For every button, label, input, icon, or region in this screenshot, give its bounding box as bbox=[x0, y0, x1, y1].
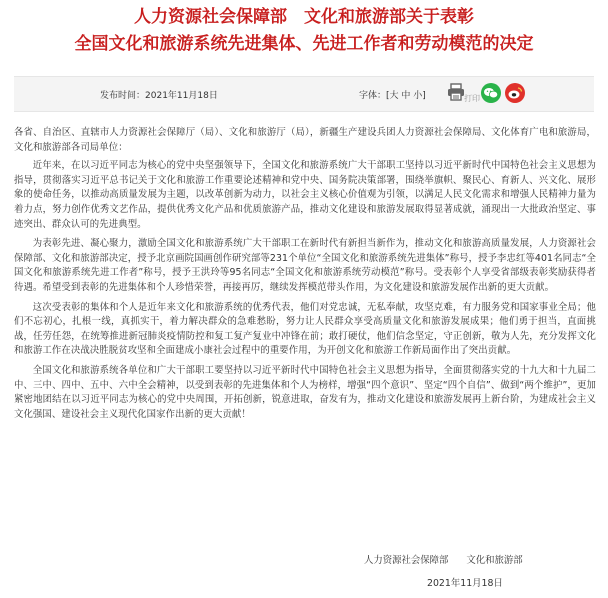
font-label: 字体： bbox=[359, 91, 387, 101]
paragraph-4: 全国文化和旅游系统各单位和广大干部职工要坚持以习近平新时代中国特色社会主义思想为指导，全面贯彻落实党的十九大和十九届二中、三中、四中、五中、六中全会精神，以受到表彰的先进集体和个人为榜样，增强“四个意识”、坚定“四个自信”、做到“两个维护”，更加紧密地团结在以习近平同志为核心的党中央周围，开拓创新，锐意进取，奋发有为，推动文化建设和旅游发展再上新台阶，为建成社会主义文化强国、建设社会主义现代化国家作出新的更大贡献！ bbox=[14, 364, 596, 420]
wechat-icon[interactable] bbox=[480, 82, 502, 104]
font-size-options[interactable]: [大 中 小] bbox=[386, 91, 426, 101]
print-label[interactable]: 打印 bbox=[464, 94, 480, 103]
signature-org-2: 文化和旅游部 bbox=[466, 555, 523, 566]
meta-bar bbox=[14, 76, 594, 112]
paragraph-2: 为表彰先进、凝心聚力，激励全国文化和旅游系统广大干部职工在新时代有新担当新作为，推动文化和旅游高质量发展，人力资源社会保障部、文化和旅游部决定，授予北京画院国画创作研究部等231个单位“全国文化和旅游系统先进集体”称号，授予李忠红等401名同志“全国文化和旅游系统先进工作者”称号，授予王洪玲等95名同志“全国文化和旅游系统劳动模范”称号。受表彰个人享受省部级表彰奖励获得者待遇。希望受到表彰的先进集体和个人珍惜荣誉，再接再厉，继续发挥模范带头作用，为文化建设和旅游发展作出新的更大贡献。 bbox=[14, 238, 596, 293]
salutation: 各省、自治区、直辖市人力资源社会保障厅（局）、文化和旅游厅（局），新疆生产建设兵团人力资源社会保障局、文化体育广电和旅游局，文化和旅游部各司局单位： bbox=[14, 127, 596, 153]
paragraph-3: 这次受表彰的集体和个人是近年来文化和旅游系统的优秀代表，他们对党忠诚，无私奉献，攻坚克难，有力服务党和国家事业全局；他们不忘初心，扎根一线，真抓实干，着力解决群众的急难愁盼，努力让人民群众享受高质量文化和旅游发展成果；他们勇于担当，直面挑战，任劳任怨，在统筹推进新冠肺炎疫情防控和复工复产复业中冲锋在前；敢打硬仗，他们信念坚定，守正创新，敬为人先，充分发挥文化和旅游工作在决战决胜脱贫攻坚和全面建成小康社会过程中的重要作用，为开创文化和旅游工作新局面作出了突出贡献。 bbox=[14, 301, 596, 357]
document-title-line-2: 全国文化和旅游系统先进集体、先进工作者和劳动模范的决定 bbox=[74, 34, 534, 54]
font-size-control bbox=[359, 88, 426, 101]
signature-date: 2021年11月18日 bbox=[427, 578, 503, 589]
signature-org-1: 人力资源社会保障部 bbox=[364, 555, 449, 566]
publish-date: 2021年11月18日 bbox=[145, 91, 218, 101]
weibo-icon[interactable] bbox=[504, 82, 526, 104]
publish-label: 发布时间： bbox=[100, 91, 146, 101]
document-title-line-1: 人力资源社会保障部 文化和旅游部关于表彰 bbox=[134, 7, 474, 27]
signature-orgs bbox=[364, 552, 523, 566]
paragraph-1: 近年来，在以习近平同志为核心的党中央坚强领导下，全国文化和旅游系统广大干部职工坚持以习近平新时代中国特色社会主义思想为指导，贯彻落实习近平总书记关于文化和旅游工作重要论述精神和党中央、国务院决策部署，围绕举旗帜、聚民心、育新人、兴文化、展形象的使命任务，以推动高质量发展为主题，以改革创新为动力，以社会主义核心价值观为引领，以满足人民文化需求和增强人民精神力量为着力点，努力创作优秀文艺作品，提供优秀文化产品和优质旅游产品，推动文化建设和旅游发展取得显著成就，涌现出一大批政治坚定、事迹突出、群众认可的先进典型。 bbox=[14, 160, 596, 230]
document-body bbox=[14, 126, 596, 427]
publish-info bbox=[100, 88, 218, 101]
